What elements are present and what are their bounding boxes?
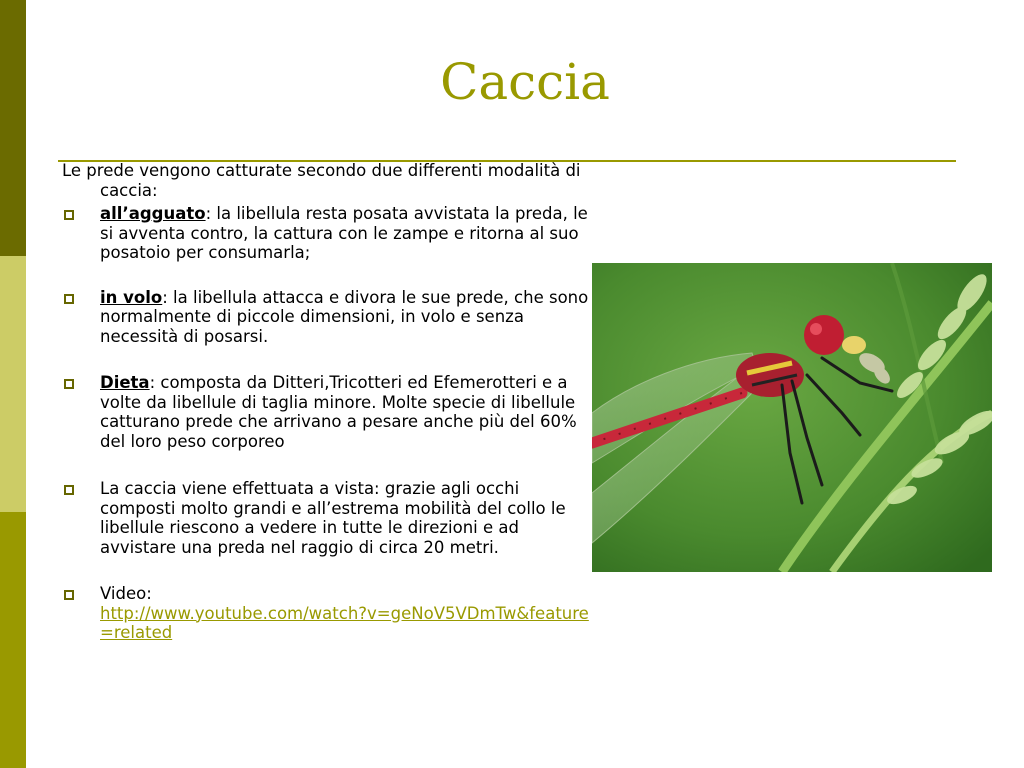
bullet-agguato <box>62 204 590 263</box>
keyword-dieta: Dieta <box>100 373 150 392</box>
bullet-text: Video: <box>100 584 152 603</box>
dragonfly-illustration <box>592 263 992 572</box>
intro-text: Le prede vengono catturate secondo due differenti modalità di caccia: <box>62 161 581 200</box>
bullet-dieta <box>62 373 590 451</box>
video-link[interactable]: http://www.youtube.com/watch?v=geNoV5VDmTw&feature=related <box>100 603 589 642</box>
keyword-agguato: all’agguato <box>100 204 206 223</box>
square-bullet-icon <box>64 210 74 220</box>
slide-body <box>62 161 590 643</box>
square-bullet-icon <box>64 590 74 600</box>
square-bullet-icon <box>64 379 74 389</box>
bullet-caccia-vista <box>62 479 590 557</box>
bullet-video <box>62 584 590 643</box>
decorative-bar-bottom <box>0 512 26 768</box>
dragonfly-photo <box>592 263 992 572</box>
slide-title: Caccia <box>440 53 610 111</box>
bullet-text: : composta da Ditteri,Tricotteri ed Efemerotteri e a volte da libellule di taglia minore. Molte specie di libellule catturano prede che arrivano a pesare anche più del 60% del loro peso corporeo <box>100 373 577 451</box>
square-bullet-icon <box>64 294 74 304</box>
bullet-list <box>62 204 590 643</box>
bullet-in-volo <box>62 288 590 347</box>
decorative-bar-middle <box>0 256 26 512</box>
bullet-text: : la libellula attacca e divora le sue prede, che sono normalmente di piccole dimensioni, in volo e senza necessità di posarsi. <box>100 287 589 346</box>
bullet-text: : la libellula resta posata avvistata la preda, le si avventa contro, la cattura con le zampe e ritorna al suo posatoio per consumarla; <box>100 204 588 262</box>
decorative-bar-top <box>0 0 26 256</box>
bullet-text: La caccia viene effettuata a vista: grazie agli occhi composti molto grandi e all’estrema mobilità del collo le libellule riescono a vedere in tutte le direzioni e ad avvistare una preda nel raggio di circa 20 metri. <box>100 479 566 557</box>
square-bullet-icon <box>64 485 74 495</box>
keyword-in-volo: in volo <box>100 287 163 307</box>
